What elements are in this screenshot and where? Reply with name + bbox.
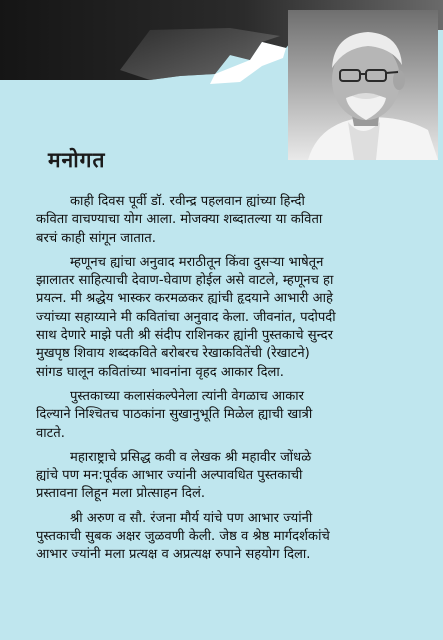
text-line: ज्यांच्या सहाय्याने मी कवितांचा अनुवाद केला. जीवनांत, पदोपदी [36,309,336,325]
text-line: प्रस्तावना लिहून मला प्रोत्साहन दिलं. [36,486,206,502]
text-line: महाराष्ट्राचे प्रसिद्ध कवी व लेखक श्री महावीर जोंधळे [70,449,312,465]
text-line: साथ देणारे माझे पती श्री संदीप राशिनकर ह्यांनी पुस्तकाचे सुन्दर [36,328,333,344]
text-line: झालातर साहित्याची देवाण-घेवाण होईल असे वाटले, म्हणूनच हा [36,273,334,289]
text-line: कविता वाचण्याचा योग आला. मोजक्या शब्दातल्या या कविता [36,212,323,228]
text-line: दिल्याने निश्चितच पाठकांना सुखानुभूति मिळेल ह्याची खात्री [36,407,313,423]
page-title: मनोगत [48,148,106,172]
text-line: मुखपृष्ठ शिवाय शब्दकविते बरोबरच रेखाकवितेंची (रेखाटने) [36,346,310,362]
text-line: काही दिवस पूर्वी डॉ. रवीन्द्र पहलवान ह्यांच्या हिन्दी [70,194,305,209]
paragraph [36,254,434,382]
text-line: ह्यांचे पण मन:पूर्वक आभार ज्यांनी अल्पावधित पुस्तकाची [36,468,303,484]
portrait-photo [288,10,438,160]
paragraph [36,193,434,248]
text-line: पुस्तकाच्या कलासंकल्पेनेला त्यांनी वेगळाच आकार [70,388,305,404]
text-line: सांगड घालून कवितांच्या भावनांना वृहद आकार दिला. [36,364,284,380]
text-line: बरचं काही सांगून जातात. [36,230,156,246]
text-line: आभार ज्यांनी मला प्रत्यक्ष व अप्रत्यक्ष रुपाने सहयोग दिला. [36,547,311,563]
text-line: वाटते. [36,425,65,441]
text-line: श्री अरुण व सौ. रंजना मौर्य यांचे पण आभार ज्यांनी [70,510,313,526]
body-text [36,193,434,571]
portrait-image [288,10,438,160]
text-line: पुस्तकाची सुबक अक्षर जुळवणी केली. जेष्ठ व श्रेष्ठ मार्गदर्शकांचे [36,529,330,545]
text-line: प्रयत्न. मी श्रद्धेय भास्कर करमळकर ह्यांची हृदयाने आभारी आहे [36,291,333,307]
paragraph [36,449,434,504]
paragraph [36,510,434,565]
paragraph [36,388,434,443]
text-line: म्हणूनच ह्यांचा अनुवाद मराठीतून किंवा दुसऱ्या भाषेतून [70,254,324,270]
